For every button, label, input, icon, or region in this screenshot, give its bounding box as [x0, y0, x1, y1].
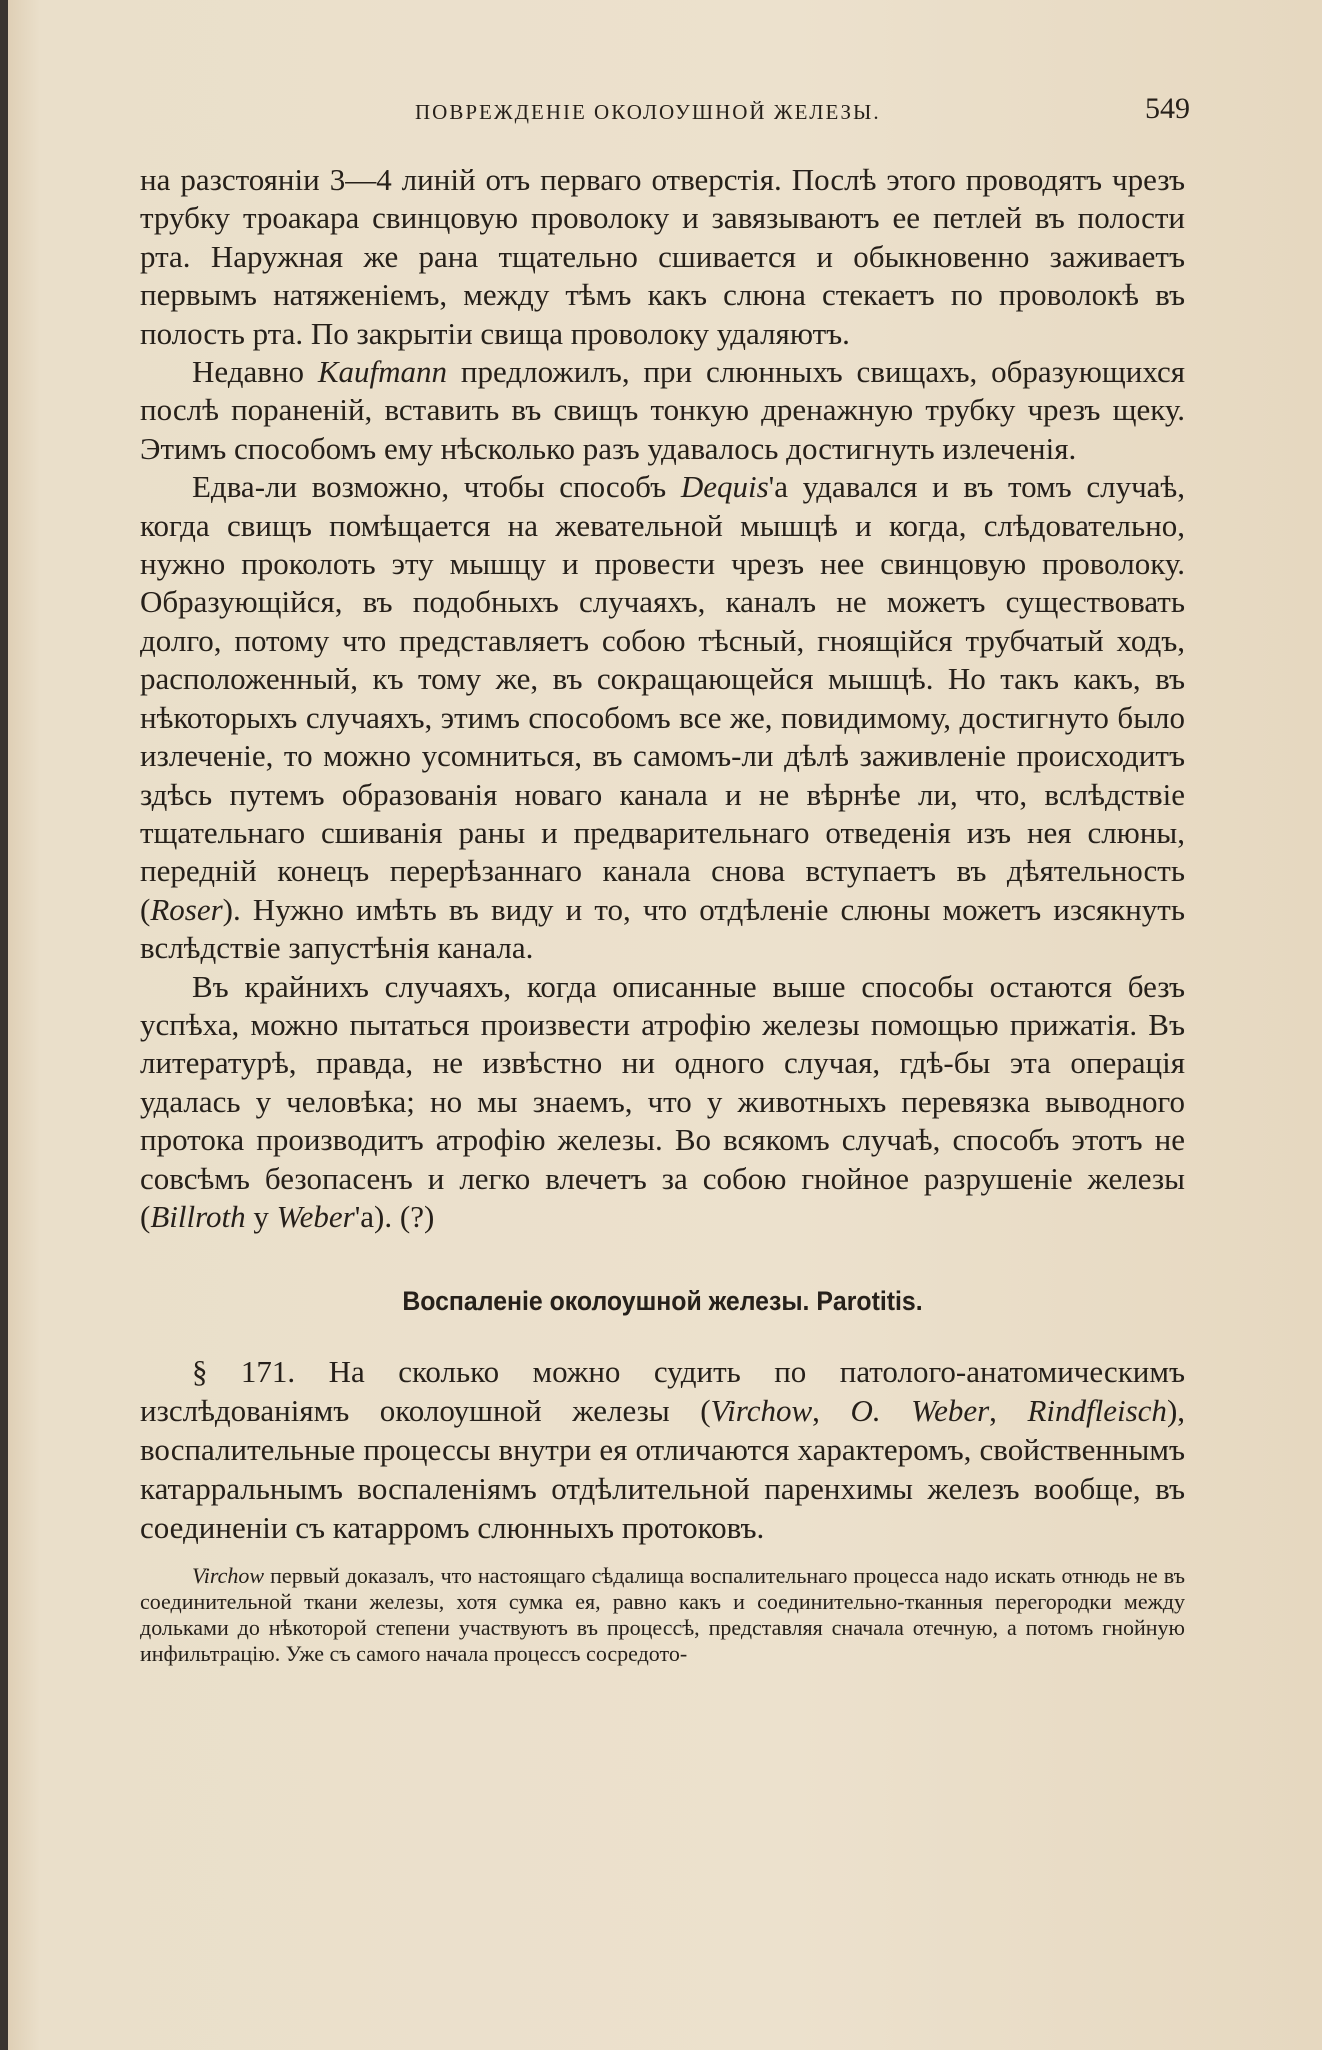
running-head: ПОВРЕЖДЕНІЕ ОКОЛОУШНОЙ ЖЕЛЕЗЫ. — [415, 100, 881, 124]
author-name-o-weber: O. Weber — [850, 1393, 990, 1429]
footnote-text: первый доказалъ, что настоящаго сѣдалища воспалительнаго процесса надо искать отнюдь не въ соединительной ткани железы, хотя сумка ея, равно какъ и соединительно-тканныя перегородки между дольками до нѣкоторой степени участвуютъ въ процессѣ, представляя сначала отечную, а потомъ гнойную инфильтрацію. Уже съ самого начала процессъ сосредото- — [140, 1563, 1185, 1667]
paragraph-3-text-c: ). Нужно имѣть въ виду и то, что отдѣленіе слюны можетъ изсякнуть вслѣдствіе запустѣнія канала. — [140, 891, 1185, 966]
page-binding-edge — [0, 0, 8, 2050]
footnote-author-virchow: Virchow — [192, 1563, 265, 1589]
paragraph-4-text-a: Въ крайнихъ случаяхъ, когда описанные выше способы остаются безъ успѣха, можно пытаться произвести атрофію железы помощью прижатія. Въ литературѣ, правда, не извѣстно ни одного случая, гдѣ-бы эта операція удалась у человѣка; но мы знаемъ, что у животныхъ перевязка выводного протока производитъ атрофію железы. Во всякомъ случаѣ, способъ этотъ не совсѣмъ безопасенъ и легко влечетъ за собою гнойное разрушеніе железы ( — [140, 968, 1185, 1234]
section-title: Воспаленіе околоушной железы. Parotitis. — [402, 1286, 923, 1317]
paragraph-5-text-d: ), воспалительные процессы внутри ея отличаются характеромъ, свойственнымъ катарральнымъ воспаленіямъ отдѣлительной паренхимы железъ вообще, въ соединеніи съ катарромъ слюнныхъ протоковъ. — [140, 1393, 1186, 1545]
author-name-kaufmann: Kaufmann — [317, 354, 448, 390]
paragraph-3-text-a: Едва-ли возможно, чтобы способъ — [192, 469, 681, 505]
author-name-billroth: Billroth — [150, 1198, 246, 1234]
author-name-dequis: Dequis — [680, 469, 769, 505]
author-name-virchow: Virchow — [710, 1393, 813, 1429]
page-number: 549 — [1145, 92, 1190, 125]
paragraph-5-text-b: , — [812, 1393, 851, 1429]
author-name-roser: Roser — [150, 891, 223, 927]
paragraph-1: на разстояніи 3—4 линій отъ перваго отверстія. Послѣ этого проводятъ чрезъ трубку троакара свинцовую проволоку и завязываютъ ее петлей въ полости рта. Наружная же рана тщательно сшивается и обыкновенно заживаетъ первымъ натяженіемъ, между тѣмъ какъ слюна стекаетъ по проволокѣ въ полость рта. По закрытіи свища проволоку удаляютъ. — [140, 162, 1185, 351]
paragraph-2 — [140, 353, 1185, 468]
paragraph-4 — [140, 968, 1185, 1237]
page-body — [140, 161, 1185, 1689]
paragraph-3 — [140, 468, 1185, 967]
paragraph-5 — [140, 1353, 1185, 1547]
paragraph-4-text-c: 'а). (?) — [354, 1198, 435, 1234]
author-name-weber: Weber — [276, 1198, 355, 1234]
page-header — [140, 92, 1190, 132]
author-name-rindfleisch: Rindfleisch — [1027, 1393, 1167, 1429]
paragraph-2-text-b: предложилъ, при слюнныхъ свищахъ, образующихся послѣ пораненій, вставить въ свищъ тонкую дренажную трубку чрезъ щеку. Этимъ способомъ ему нѣсколько разъ удавалось достигнуть излеченія. — [140, 354, 1185, 466]
paragraph-2-text-a: Недавно — [192, 354, 318, 390]
paragraph-5-text-c: , — [989, 1393, 1028, 1429]
paragraph-3-text-b: 'а удавался и въ томъ случаѣ, когда свищъ помѣщается на жевательной мышцѣ и когда, слѣдовательно, нужно проколоть эту мышцу и провести чрезъ нее свинцовую проволоку. Образующійся, въ подобныхъ случаяхъ, каналъ не можетъ существовать долго, потому что представляетъ собою тѣсный, гноящійся трубчатый ходъ, расположенный, къ тому же, въ сокращающейся мышцѣ. Но такъ какъ, въ нѣкоторыхъ случаяхъ, этимъ способомъ все же, повидимому, достигнуто было излеченіе, то можно усомниться, въ самомъ-ли дѣлѣ заживленіе происходитъ здѣсь путемъ образованія новаго канала и не вѣрнѣе ли, что, вслѣдствіе тщательнаго сшиванія раны и предварительнаго отведенія изъ нея слюны, передній конецъ перерѣзаннаго канала снова вступаетъ въ дѣятельность ( — [140, 469, 1186, 927]
paragraph-4-text-b: у — [245, 1198, 277, 1234]
paragraph-5-text-a: § 171. На сколько можно судить по патолого-анатомическимъ изслѣдованіямъ околоушной железы ( — [140, 1354, 1185, 1429]
footnote — [140, 1563, 1185, 1667]
